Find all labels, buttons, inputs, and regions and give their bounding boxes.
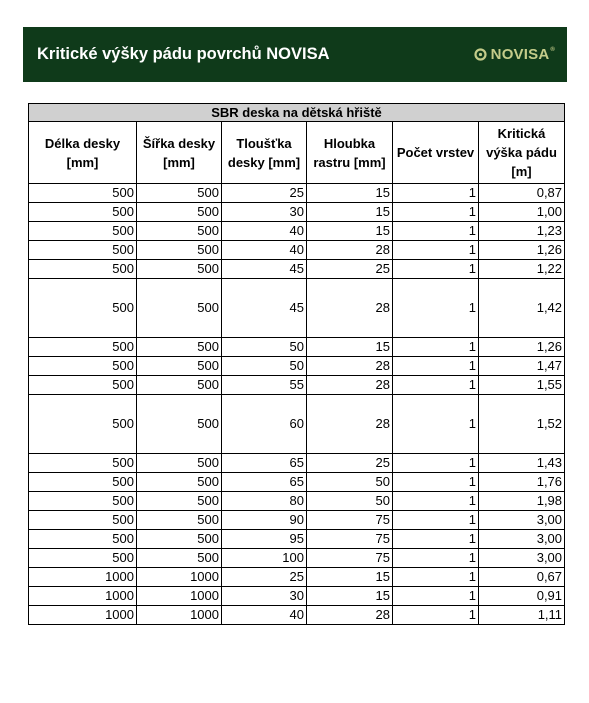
cell-layer-count: 1 — [393, 473, 479, 492]
cell-layer-count: 1 — [393, 549, 479, 568]
cell-layer-count: 1 — [393, 530, 479, 549]
cell-width: 500 — [137, 279, 222, 338]
cell-thickness: 65 — [222, 454, 307, 473]
cell-length: 500 — [29, 376, 137, 395]
cell-width: 500 — [137, 454, 222, 473]
cell-length: 500 — [29, 473, 137, 492]
table-row — [29, 492, 565, 511]
cell-raster-depth: 15 — [307, 568, 393, 587]
cell-raster-depth: 28 — [307, 395, 393, 454]
cell-layer-count: 1 — [393, 222, 479, 241]
cell-layer-count: 1 — [393, 587, 479, 606]
cell-thickness: 65 — [222, 473, 307, 492]
cell-thickness: 45 — [222, 260, 307, 279]
cell-fall-height: 3,00 — [479, 530, 565, 549]
cell-thickness: 50 — [222, 357, 307, 376]
cell-fall-height: 1,11 — [479, 606, 565, 625]
cell-length: 500 — [29, 260, 137, 279]
cell-thickness: 25 — [222, 568, 307, 587]
cell-raster-depth: 28 — [307, 376, 393, 395]
table-row — [29, 568, 565, 587]
cell-fall-height: 1,76 — [479, 473, 565, 492]
cell-raster-depth: 28 — [307, 606, 393, 625]
cell-length: 500 — [29, 222, 137, 241]
column-header-width: Šířka desky [mm] — [137, 122, 222, 184]
table-row — [29, 473, 565, 492]
table-row — [29, 549, 565, 568]
cell-width: 500 — [137, 222, 222, 241]
cell-thickness: 50 — [222, 338, 307, 357]
table-row — [29, 184, 565, 203]
cell-layer-count: 1 — [393, 568, 479, 587]
cell-length: 500 — [29, 338, 137, 357]
cell-width: 500 — [137, 492, 222, 511]
cell-fall-height: 1,42 — [479, 279, 565, 338]
cell-length: 500 — [29, 241, 137, 260]
cell-length: 500 — [29, 357, 137, 376]
cell-fall-height: 1,47 — [479, 357, 565, 376]
cell-thickness: 40 — [222, 241, 307, 260]
cell-thickness: 90 — [222, 511, 307, 530]
cell-fall-height: 3,00 — [479, 549, 565, 568]
cell-width: 500 — [137, 260, 222, 279]
table-row — [29, 606, 565, 625]
table-row — [29, 338, 565, 357]
cell-thickness: 55 — [222, 376, 307, 395]
cell-raster-depth: 25 — [307, 260, 393, 279]
cell-raster-depth: 28 — [307, 241, 393, 260]
cell-length: 500 — [29, 454, 137, 473]
table-row — [29, 376, 565, 395]
table-row — [29, 260, 565, 279]
column-header-critical-fall-height: Kritická výška pádu [m] — [479, 122, 565, 184]
cell-thickness: 60 — [222, 395, 307, 454]
cell-raster-depth: 50 — [307, 473, 393, 492]
cell-thickness: 80 — [222, 492, 307, 511]
cell-layer-count: 1 — [393, 338, 479, 357]
cell-raster-depth: 15 — [307, 203, 393, 222]
cell-width: 500 — [137, 549, 222, 568]
table-row — [29, 511, 565, 530]
cell-layer-count: 1 — [393, 454, 479, 473]
cell-thickness: 30 — [222, 203, 307, 222]
cell-fall-height: 0,67 — [479, 568, 565, 587]
cell-length: 500 — [29, 203, 137, 222]
cell-raster-depth: 75 — [307, 511, 393, 530]
cell-thickness: 100 — [222, 549, 307, 568]
cell-width: 500 — [137, 241, 222, 260]
cell-raster-depth: 28 — [307, 357, 393, 376]
cell-fall-height: 1,52 — [479, 395, 565, 454]
cell-width: 500 — [137, 203, 222, 222]
fall-height-table — [28, 103, 565, 625]
cell-fall-height: 0,87 — [479, 184, 565, 203]
novisa-logo-icon — [474, 48, 487, 61]
cell-thickness: 40 — [222, 222, 307, 241]
cell-raster-depth: 50 — [307, 492, 393, 511]
table-row — [29, 279, 565, 338]
cell-fall-height: 1,00 — [479, 203, 565, 222]
table-row — [29, 203, 565, 222]
cell-fall-height: 1,98 — [479, 492, 565, 511]
cell-thickness: 30 — [222, 587, 307, 606]
cell-layer-count: 1 — [393, 260, 479, 279]
cell-raster-depth: 25 — [307, 454, 393, 473]
cell-width: 500 — [137, 473, 222, 492]
cell-raster-depth: 15 — [307, 222, 393, 241]
cell-fall-height: 1,55 — [479, 376, 565, 395]
cell-width: 500 — [137, 184, 222, 203]
cell-fall-height: 1,26 — [479, 241, 565, 260]
cell-layer-count: 1 — [393, 395, 479, 454]
cell-length: 500 — [29, 395, 137, 454]
cell-width: 500 — [137, 338, 222, 357]
cell-raster-depth: 75 — [307, 549, 393, 568]
column-header-length: Délka desky [mm] — [29, 122, 137, 184]
cell-raster-depth: 15 — [307, 338, 393, 357]
cell-layer-count: 1 — [393, 203, 479, 222]
cell-length: 500 — [29, 184, 137, 203]
column-header-raster-depth: Hloubka rastru [mm] — [307, 122, 393, 184]
cell-fall-height: 1,22 — [479, 260, 565, 279]
cell-width: 1000 — [137, 568, 222, 587]
page-title: Kritické výšky pádu povrchů NOVISA — [37, 45, 330, 63]
table-row — [29, 357, 565, 376]
cell-width: 500 — [137, 357, 222, 376]
cell-width: 500 — [137, 530, 222, 549]
cell-length: 500 — [29, 492, 137, 511]
cell-length: 1000 — [29, 568, 137, 587]
cell-raster-depth: 75 — [307, 530, 393, 549]
column-header-thickness: Tloušťka desky [mm] — [222, 122, 307, 184]
table-caption: SBR deska na dětská hřiště — [29, 104, 565, 122]
cell-layer-count: 1 — [393, 241, 479, 260]
cell-fall-height: 1,23 — [479, 222, 565, 241]
cell-fall-height: 1,26 — [479, 338, 565, 357]
cell-length: 1000 — [29, 587, 137, 606]
table-row — [29, 587, 565, 606]
cell-length: 500 — [29, 279, 137, 338]
column-header-layer-count: Počet vrstev — [393, 122, 479, 184]
cell-thickness: 25 — [222, 184, 307, 203]
table-row — [29, 530, 565, 549]
header-banner — [23, 27, 567, 82]
cell-thickness: 45 — [222, 279, 307, 338]
table-row — [29, 222, 565, 241]
cell-fall-height: 3,00 — [479, 511, 565, 530]
cell-fall-height: 1,43 — [479, 454, 565, 473]
cell-length: 500 — [29, 511, 137, 530]
table-row — [29, 454, 565, 473]
cell-layer-count: 1 — [393, 279, 479, 338]
cell-layer-count: 1 — [393, 376, 479, 395]
cell-raster-depth: 28 — [307, 279, 393, 338]
cell-width: 500 — [137, 395, 222, 454]
table-row — [29, 395, 565, 454]
cell-thickness: 95 — [222, 530, 307, 549]
cell-layer-count: 1 — [393, 511, 479, 530]
cell-width: 1000 — [137, 587, 222, 606]
cell-width: 500 — [137, 376, 222, 395]
logo-registered-mark: ® — [550, 46, 555, 53]
cell-raster-depth: 15 — [307, 184, 393, 203]
cell-length: 500 — [29, 549, 137, 568]
table-row — [29, 241, 565, 260]
cell-layer-count: 1 — [393, 492, 479, 511]
logo-text: NOVISA — [490, 46, 550, 63]
cell-fall-height: 0,91 — [479, 587, 565, 606]
cell-layer-count: 1 — [393, 606, 479, 625]
cell-raster-depth: 15 — [307, 587, 393, 606]
cell-length: 500 — [29, 530, 137, 549]
cell-thickness: 40 — [222, 606, 307, 625]
cell-length: 1000 — [29, 606, 137, 625]
novisa-logo — [474, 27, 555, 82]
cell-layer-count: 1 — [393, 357, 479, 376]
cell-width: 1000 — [137, 606, 222, 625]
cell-width: 500 — [137, 511, 222, 530]
cell-layer-count: 1 — [393, 184, 479, 203]
